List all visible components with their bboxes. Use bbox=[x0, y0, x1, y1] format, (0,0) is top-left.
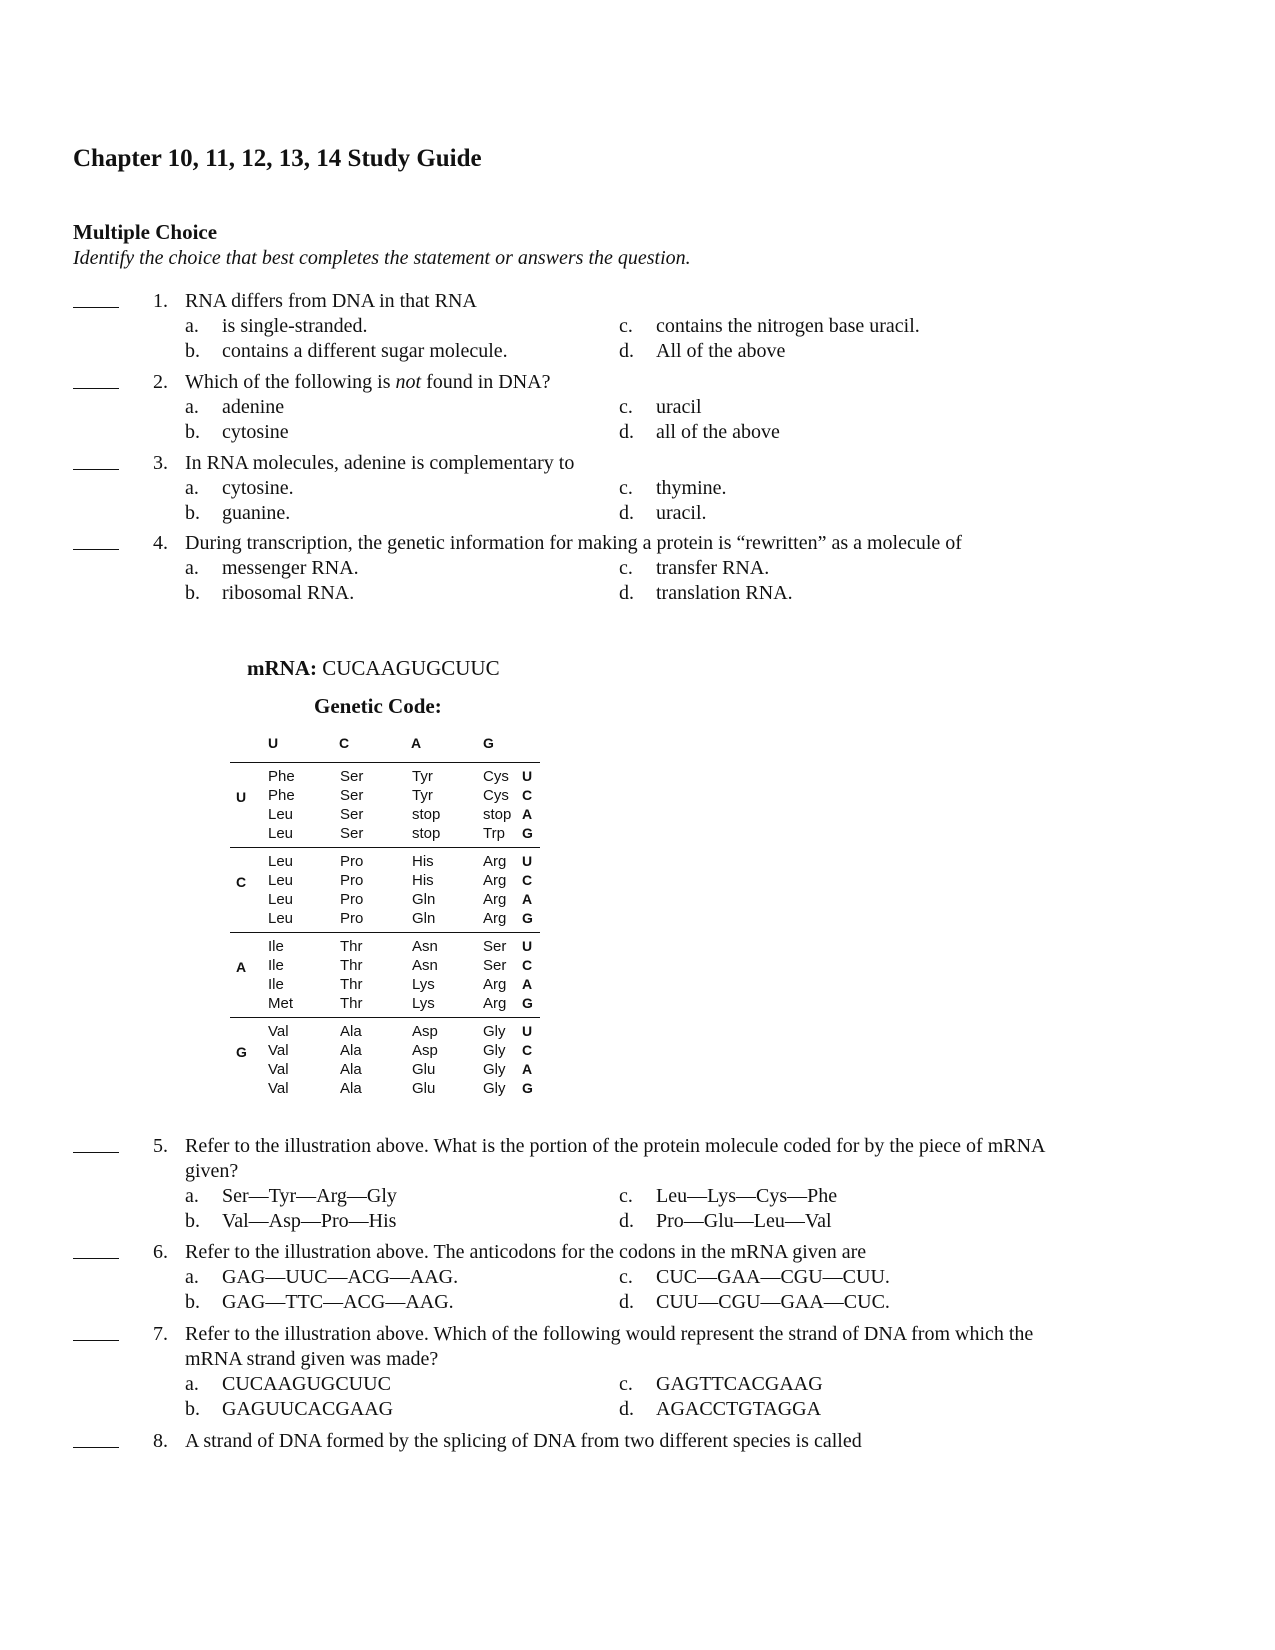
section-title: Multiple Choice bbox=[73, 220, 218, 244]
amino-acid: Ala bbox=[340, 1023, 362, 1040]
codon-block-g bbox=[230, 1017, 540, 1098]
codon-block-c bbox=[230, 847, 540, 928]
first-base-label: A bbox=[236, 959, 247, 975]
question-stem: Refer to the illustration above. What is the portion of the protein molecule coded for by the piece of mRNA given? bbox=[185, 1135, 1046, 1182]
amino-acid: Pro bbox=[340, 910, 364, 927]
question-stem: During transcription, the genetic information for making a protein is “rewritten” as a molecule of bbox=[185, 532, 962, 554]
first-base-label: G bbox=[236, 1044, 247, 1060]
amino-acid: His bbox=[412, 853, 434, 870]
amino-acid: Asp bbox=[412, 1042, 438, 1059]
third-base-label: G bbox=[522, 995, 533, 1011]
page-title: Chapter 10, 11, 12, 13, 14 Study Guide bbox=[73, 145, 482, 172]
third-base-label: G bbox=[522, 910, 533, 926]
answer-blank[interactable] bbox=[73, 1322, 119, 1341]
amino-acid: Leu bbox=[268, 910, 294, 927]
mrna-sequence: mRNA: CUCAAGUGCUUC bbox=[247, 656, 500, 680]
amino-acid: Gly bbox=[483, 1023, 506, 1040]
amino-acid: Arg bbox=[483, 891, 507, 908]
amino-acid: Leu bbox=[268, 891, 294, 908]
amino-acid: Gln bbox=[412, 891, 436, 908]
question-stem: Which of the following is not found in DNA? bbox=[185, 371, 551, 393]
third-base-label: U bbox=[522, 768, 533, 784]
amino-acid: Gly bbox=[483, 1061, 506, 1078]
amino-acid: Trp bbox=[483, 825, 505, 842]
amino-acid: Ser bbox=[340, 806, 364, 823]
third-base-label: A bbox=[522, 806, 533, 822]
amino-acid: Thr bbox=[340, 995, 363, 1012]
amino-acid: Arg bbox=[483, 872, 507, 889]
genetic-code-title: Genetic Code: bbox=[314, 694, 442, 718]
amino-acid: Asn bbox=[412, 957, 438, 974]
question-number: 6. bbox=[153, 1241, 168, 1263]
third-base-label: A bbox=[522, 1061, 533, 1077]
amino-acid: Ser bbox=[340, 787, 364, 804]
amino-acid: Met bbox=[268, 995, 294, 1012]
answer-blank[interactable] bbox=[73, 1134, 119, 1153]
question-stem: A strand of DNA formed by the splicing of DNA from two different species is called bbox=[185, 1430, 862, 1452]
amino-acid: Ser bbox=[483, 957, 507, 974]
second-base-header: C bbox=[339, 735, 350, 751]
answer-blank[interactable] bbox=[73, 289, 119, 308]
first-base-label: U bbox=[236, 789, 247, 805]
amino-acid: Gln bbox=[412, 910, 436, 927]
amino-acid: stop bbox=[412, 806, 441, 823]
amino-acid: Thr bbox=[340, 957, 363, 974]
codon-block-a bbox=[230, 932, 540, 1013]
first-base-label: C bbox=[236, 874, 247, 890]
amino-acid: Arg bbox=[483, 976, 507, 993]
amino-acid: Gly bbox=[483, 1042, 506, 1059]
amino-acid: Glu bbox=[412, 1080, 436, 1097]
third-base-label: G bbox=[522, 1080, 533, 1096]
third-base-label: U bbox=[522, 1023, 533, 1039]
amino-acid: Cys bbox=[483, 787, 509, 804]
question-number: 2. bbox=[153, 371, 168, 393]
question-stem: Refer to the illustration above. Which of the following would represent the strand of DNA from which the mRNA strand given was made? bbox=[185, 1323, 1034, 1370]
third-base-label: C bbox=[522, 1042, 533, 1058]
question-number: 3. bbox=[153, 452, 168, 474]
section-instructions: Identify the choice that best completes the statement or answers the question. bbox=[73, 247, 691, 269]
amino-acid: Pro bbox=[340, 891, 364, 908]
amino-acid: Tyr bbox=[412, 768, 433, 785]
third-base-label: C bbox=[522, 787, 533, 803]
amino-acid: Pro bbox=[340, 872, 364, 889]
amino-acid: Val bbox=[268, 1061, 289, 1078]
second-base-header: A bbox=[411, 735, 422, 751]
third-base-label: C bbox=[522, 872, 533, 888]
amino-acid: stop bbox=[483, 806, 512, 823]
amino-acid: Arg bbox=[483, 995, 507, 1012]
question-number: 4. bbox=[153, 532, 168, 554]
amino-acid: Ile bbox=[268, 938, 284, 955]
second-base-header: U bbox=[268, 735, 279, 751]
question-stem: RNA differs from DNA in that RNA bbox=[185, 290, 477, 312]
codon-block-u bbox=[230, 762, 540, 843]
answer-blank[interactable] bbox=[73, 531, 119, 550]
third-base-label: U bbox=[522, 938, 533, 954]
amino-acid: Cys bbox=[483, 768, 509, 785]
amino-acid: Leu bbox=[268, 825, 294, 842]
amino-acid: His bbox=[412, 872, 434, 889]
amino-acid: Leu bbox=[268, 806, 294, 823]
amino-acid: Ala bbox=[340, 1042, 362, 1059]
amino-acid: Tyr bbox=[412, 787, 433, 804]
answer-blank[interactable] bbox=[73, 451, 119, 470]
amino-acid: Gly bbox=[483, 1080, 506, 1097]
amino-acid: Ser bbox=[483, 938, 507, 955]
amino-acid: stop bbox=[412, 825, 441, 842]
question-stem: Refer to the illustration above. The anticodons for the codons in the mRNA given are bbox=[185, 1241, 867, 1263]
answer-blank[interactable] bbox=[73, 1240, 119, 1259]
third-base-label: A bbox=[522, 976, 533, 992]
amino-acid: Arg bbox=[483, 910, 507, 927]
question-stem: In RNA molecules, adenine is complementary to bbox=[185, 452, 575, 474]
answer-blank[interactable] bbox=[73, 1429, 119, 1448]
amino-acid: Lys bbox=[412, 976, 435, 993]
amino-acid: Asn bbox=[412, 938, 438, 955]
amino-acid: Phe bbox=[268, 787, 295, 804]
third-base-label: C bbox=[522, 957, 533, 973]
question-number: 1. bbox=[153, 290, 168, 312]
question-number: 8. bbox=[153, 1430, 168, 1452]
amino-acid: Val bbox=[268, 1080, 289, 1097]
amino-acid: Phe bbox=[268, 768, 295, 785]
amino-acid: Ser bbox=[340, 825, 364, 842]
amino-acid: Leu bbox=[268, 853, 294, 870]
amino-acid: Arg bbox=[483, 853, 507, 870]
answer-blank[interactable] bbox=[73, 370, 119, 389]
amino-acid: Leu bbox=[268, 872, 294, 889]
amino-acid: Asp bbox=[412, 1023, 438, 1040]
amino-acid: Thr bbox=[340, 938, 363, 955]
amino-acid: Ile bbox=[268, 957, 284, 974]
amino-acid: Ile bbox=[268, 976, 284, 993]
amino-acid: Val bbox=[268, 1023, 289, 1040]
question-number: 5. bbox=[153, 1135, 168, 1157]
amino-acid: Ala bbox=[340, 1061, 362, 1078]
third-base-label: U bbox=[522, 853, 533, 869]
amino-acid: Ser bbox=[340, 768, 364, 785]
amino-acid: Pro bbox=[340, 853, 364, 870]
amino-acid: Thr bbox=[340, 976, 363, 993]
amino-acid: Ala bbox=[340, 1080, 362, 1097]
question-number: 7. bbox=[153, 1323, 168, 1345]
genetic-code-table bbox=[230, 735, 540, 1105]
third-base-label: G bbox=[522, 825, 533, 841]
amino-acid: Glu bbox=[412, 1061, 436, 1078]
third-base-label: A bbox=[522, 891, 533, 907]
amino-acid: Lys bbox=[412, 995, 435, 1012]
second-base-header: G bbox=[483, 735, 494, 751]
amino-acid: Val bbox=[268, 1042, 289, 1059]
